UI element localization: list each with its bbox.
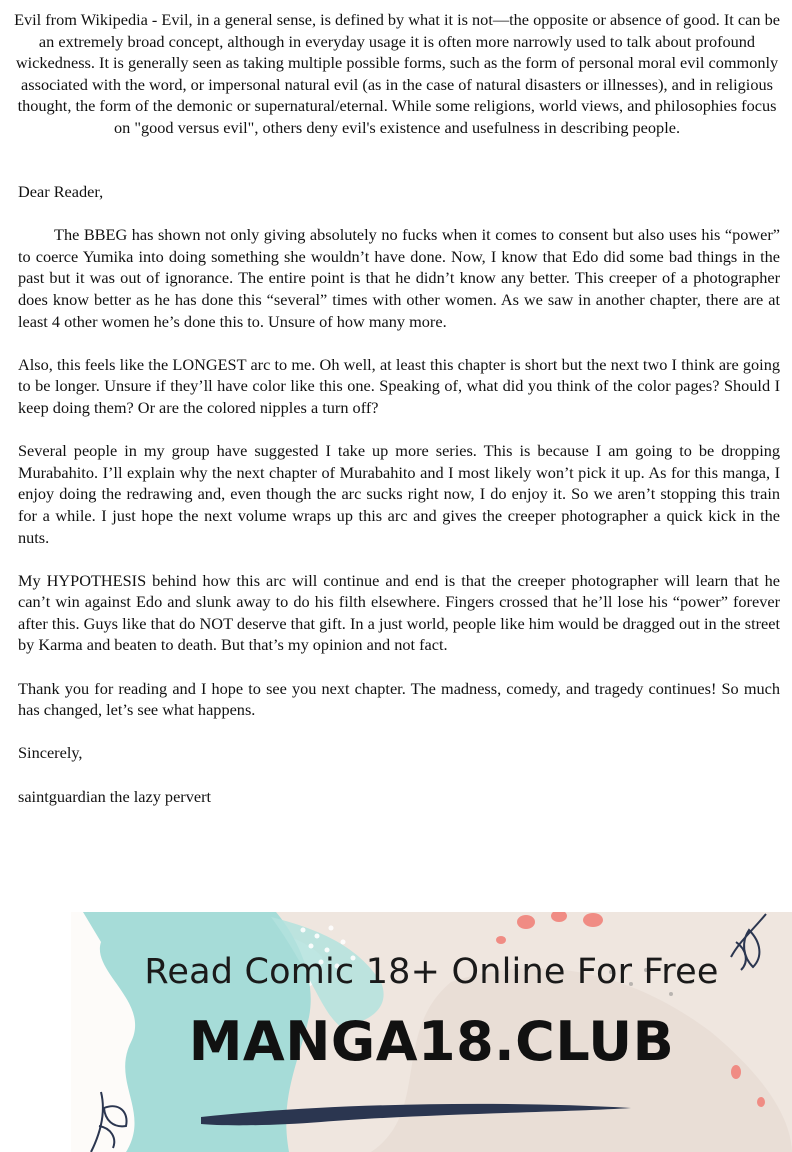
- letter-paragraph: Thank you for reading and I hope to see you next chapter. The madness, comedy, and tragedy continues! So much has changed, let’s see what happens.: [18, 678, 780, 720]
- banner-site-link[interactable]: MANGA18.CLUB: [188, 1010, 675, 1073]
- wikipedia-evil-definition: Evil from Wikipedia - Evil, in a general sense, is defined by what it is not—the opposite or absence of good. It can be an extremely broad concept, although in everyday usage it is often more narrowly used to talk about profound wickedness. It is generally seen as taking multiple possible forms, such as the form of personal moral evil commonly associated with the word, or impersonal natural evil (as in the case of natural disasters or illnesses), and in religious thought, the form of the demonic or supernatural/eternal. While some religions, world views, and philosophies focus on "good versus evil", others deny evil's existence and usefulness in describing people.: [14, 10, 780, 137]
- letter-salutation: Dear Reader,: [18, 182, 104, 201]
- letter-paragraph: Also, this feels like the LONGEST arc to me. Oh well, at least this chapter is short but the next two I think are going to be longer. Unsure if they’ll have color like this one. Speaking of, what did you think of the color pages? Should I keep doing them? Or are the colored nipples a turn off?: [18, 354, 780, 417]
- letter: [18, 181, 780, 829]
- letter-signature: saintguardian the lazy pervert: [18, 786, 212, 806]
- letter-paragraph: My HYPOTHESIS behind how this arc will continue and end is that the creeper photographer will learn that he can’t win against Edo and slunk away to do his filth elsewhere. Fingers crossed that he’ll lose his “power” forever after this. Guys like that do NOT deserve that gift. In a just world, people like him would be dragged out in the street by Karma and beaten to death. But that’s my opinion and not fact.: [18, 570, 780, 655]
- letter-closing: Sincerely,: [18, 743, 83, 763]
- banner-tagline: Read Comic 18+ Online For Free: [144, 952, 719, 992]
- letter-paragraph: The BBEG has shown not only giving absolutely no fucks when it comes to consent but also uses his “power” to coerce Yumika into doing something she wouldn’t have done. Now, I know that Edo did some bad things in the past but it was out of ignorance. The entire point is that he didn’t know any better. This creeper of a photographer does know better as he has done this “several” times with other women. As we saw in another chapter, there are at least 4 other women he’s done this to. Unsure of how many more.: [18, 225, 780, 331]
- manga18-ad-banner[interactable]: [71, 912, 792, 1152]
- letter-paragraph: Several people in my group have suggested I take up more series. This is because I am going to be dropping Murabahito. I’ll explain why the next chapter of Murabahito and I most likely won’t pick it up. As for this manga, I enjoy doing the redrawing and, even though the arc sucks right now, I do enjoy it. So we aren’t stopping this train for a while. I just hope the next volume wraps up this arc and gives the creeper photographer a quick kick in the nuts.: [18, 441, 780, 547]
